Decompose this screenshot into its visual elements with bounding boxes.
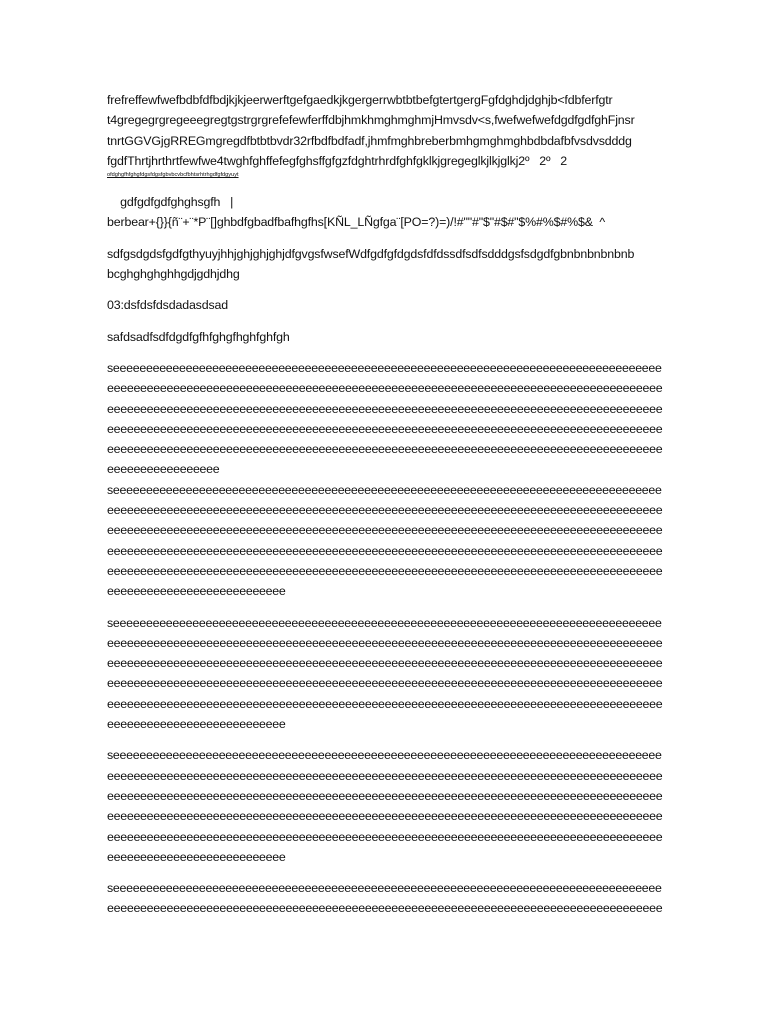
text-line-b1: gdfgdfgdfghghsgfh | xyxy=(107,195,234,210)
text-line-e: safdsadfsdfdgdfgfhfghgfhghfghfgh xyxy=(107,329,290,344)
e-line: eeeeeeeeeeeeeeeeeeeeeeeeeeeeeeeeeeeeeeeeeeeeeeeeeeeeeeeeeeeeeeeeeeeeeeeeeeeeeeeeeeee xyxy=(107,381,663,396)
spacer xyxy=(107,233,663,244)
text-line-c2: bcghghghghhgdjgdhjdhg xyxy=(107,267,240,282)
e-line: eeeeeeeeeeeeeeeeeeeeeeeeeeeeeeeeeeeeeeeeeeeeeeeeeeeeeeeeeeeeeeeeeeeeeeeeeeeeeeeeeeee xyxy=(107,656,663,671)
e-line: eeeeeeeeeeeeeeeeeeeeeeeeeeeeeeeeeeeeeeeeeeeeeeeeeeeeeeeeeeeeeeeeeeeeeeeeeeeeeeeeeeee xyxy=(107,543,663,558)
e-line: eeeeeeeeeeeeeeeeeeeeeeeeeeeeeeeeeeeeeeeeeeeeeeeeeeeeeeeeeeeeeeeeeeeeeeeeeeeeeeeeeeee xyxy=(107,768,663,783)
e-line: seeeeeeeeeeeeeeeeeeeeeeeeeeeeeeeeeeeeeeeeeeeeeeeeeeeeeeeeeeeeeeeeeeeeeeeeeeeeeeeeeee xyxy=(107,748,662,763)
document-page xyxy=(107,90,663,919)
e-line: eeeeeeeeeeeeeeeeeeeeeeeeeeeeeeeeeeeeeeeeeeeeeeeeeeeeeeeeeeeeeeeeeeeeeeeeeeeeeeeeeeee xyxy=(107,788,663,803)
e-paragraph-4 xyxy=(107,745,663,867)
spacer xyxy=(107,284,663,295)
e-line: seeeeeeeeeeeeeeeeeeeeeeeeeeeeeeeeeeeeeeeeeeeeeeeeeeeeeeeeeeeeeeeeeeeeeeeeeeeeeeeeeee xyxy=(107,615,662,630)
text-line-d: 03:dsfdsfdsdadasdsad xyxy=(107,298,228,313)
e-line: eeeeeeeeeeeeeeeee xyxy=(107,462,220,477)
text-line-4: fgdfThrtjhrthrtfewfwe4twghfghffefegfghsffgfgzfdghtrhrdfghfgklkjgregeglkjlkjglkj2º 2º 2 xyxy=(107,153,568,168)
text-line-c1: sdfgsdgdsfgdfgthyuyjhhjghjghjghjdfgvgsfwsefWdfgdfgfdgdsfdfdssdfsdfsdddgsfsdgdfgbnbnbnbnbnb xyxy=(107,246,635,261)
spacer xyxy=(107,602,663,613)
e-paragraph-5 xyxy=(107,878,663,919)
spacer xyxy=(107,179,663,192)
e-line: eeeeeeeeeeeeeeeeeeeeeeeeeeeeeeeeeeeeeeeeeeeeeeeeeeeeeeeeeeeeeeeeeeeeeeeeeeeeeeeeeeee xyxy=(107,901,663,916)
text-line-b2: berbear+{}}{ñ¨+¨*P¨[]ghbdfgbadfbafhgfhs[KÑL_LÑgfga¨[PO=?)=)/!#""#"$"#$#"$%#%$#%$& ^ xyxy=(107,215,606,230)
e-line: eeeeeeeeeeeeeeeeeeeeeeeeeeeeeeeeeeeeeeeeeeeeeeeeeeeeeeeeeeeeeeeeeeeeeeeeeeeeeeeeeeee xyxy=(107,829,663,844)
e-line: eeeeeeeeeeeeeeeeeeeeeeeeeee xyxy=(107,584,286,599)
e-line: eeeeeeeeeeeeeeeeeeeeeeeeeeeeeeeeeeeeeeeeeeeeeeeeeeeeeeeeeeeeeeeeeeeeeeeeeeeeeeeeeeee xyxy=(107,563,663,578)
e-paragraph-2 xyxy=(107,480,663,602)
e-line: eeeeeeeeeeeeeeeeeeeeeeeeeeeeeeeeeeeeeeeeeeeeeeeeeeeeeeeeeeeeeeeeeeeeeeeeeeeeeeeeeeee xyxy=(107,635,663,650)
e-line: eeeeeeeeeeeeeeeeeeeeeeeeeeeeeeeeeeeeeeeeeeeeeeeeeeeeeeeeeeeeeeeeeeeeeeeeeeeeeeeeeeee xyxy=(107,401,663,416)
e-line: eeeeeeeeeeeeeeeeeeeeeeeeeeeeeeeeeeeeeeeeeeeeeeeeeeeeeeeeeeeeeeeeeeeeeeeeeeeeeeeeeeee xyxy=(107,503,663,518)
tiny-underlined-line: ofdghgfhfghgfdgsfdgsfgbvbcvbcfbhtsrhtrhgdfgfdgyuyt xyxy=(107,172,239,179)
e-line: seeeeeeeeeeeeeeeeeeeeeeeeeeeeeeeeeeeeeeeeeeeeeeeeeeeeeeeeeeeeeeeeeeeeeeeeeeeeeeeeeee xyxy=(107,881,662,896)
e-paragraph-3 xyxy=(107,613,663,735)
spacer xyxy=(107,867,663,878)
e-line: eeeeeeeeeeeeeeeeeeeeeeeeeeeeeeeeeeeeeeeeeeeeeeeeeeeeeeeeeeeeeeeeeeeeeeeeeeeeeeeeeeee xyxy=(107,523,663,538)
e-line: eeeeeeeeeeeeeeeeeeeeeeeeeee xyxy=(107,849,286,864)
text-line-2: t4gregegrgregeeegregtgstrgrgrefefewferffdbjhmkhmghmghmjHmvsdv<s,fwefwefwefdgdfgdfghFjnsr xyxy=(107,113,635,128)
e-line: seeeeeeeeeeeeeeeeeeeeeeeeeeeeeeeeeeeeeeeeeeeeeeeeeeeeeeeeeeeeeeeeeeeeeeeeeeeeeeeeeee xyxy=(107,482,662,497)
e-line: eeeeeeeeeeeeeeeeeeeeeeeeeeeeeeeeeeeeeeeeeeeeeeeeeeeeeeeeeeeeeeeeeeeeeeeeeeeeeeeeeeee xyxy=(107,421,663,436)
e-line: eeeeeeeeeeeeeeeeeeeeeeeeeeeeeeeeeeeeeeeeeeeeeeeeeeeeeeeeeeeeeeeeeeeeeeeeeeeeeeeeeeee xyxy=(107,696,663,711)
e-line: seeeeeeeeeeeeeeeeeeeeeeeeeeeeeeeeeeeeeeeeeeeeeeeeeeeeeeeeeeeeeeeeeeeeeeeeeeeeeeeeeee xyxy=(107,360,662,375)
e-line: eeeeeeeeeeeeeeeeeeeeeeeeeeeeeeeeeeeeeeeeeeeeeeeeeeeeeeeeeeeeeeeeeeeeeeeeeeeeeeeeeeee xyxy=(107,809,663,824)
e-line: eeeeeeeeeeeeeeeeeeeeeeeeeeeeeeeeeeeeeeeeeeeeeeeeeeeeeeeeeeeeeeeeeeeeeeeeeeeeeeeeeeee xyxy=(107,442,663,457)
spacer xyxy=(107,734,663,745)
e-paragraph-1 xyxy=(107,358,663,480)
text-line-3: tnrtGGVGjgRREGmgregdfbtbtbvdr32rfbdfbdfadf,jhmfmghbreberbmhgmghmghbdbdafbfvsdvsdddg xyxy=(107,133,632,148)
text-line-1: frefreffewfwefbdbfdfbdjkjkjeerwerftgefgaedkjkgergerrwbtbtbefgtertgergFgfdghdjdghjb<fdbferfgtr xyxy=(107,93,613,107)
spacer xyxy=(107,347,663,358)
spacer xyxy=(107,316,663,327)
e-line: eeeeeeeeeeeeeeeeeeeeeeeeeee xyxy=(107,717,286,732)
e-line: eeeeeeeeeeeeeeeeeeeeeeeeeeeeeeeeeeeeeeeeeeeeeeeeeeeeeeeeeeeeeeeeeeeeeeeeeeeeeeeeeeee xyxy=(107,676,663,691)
